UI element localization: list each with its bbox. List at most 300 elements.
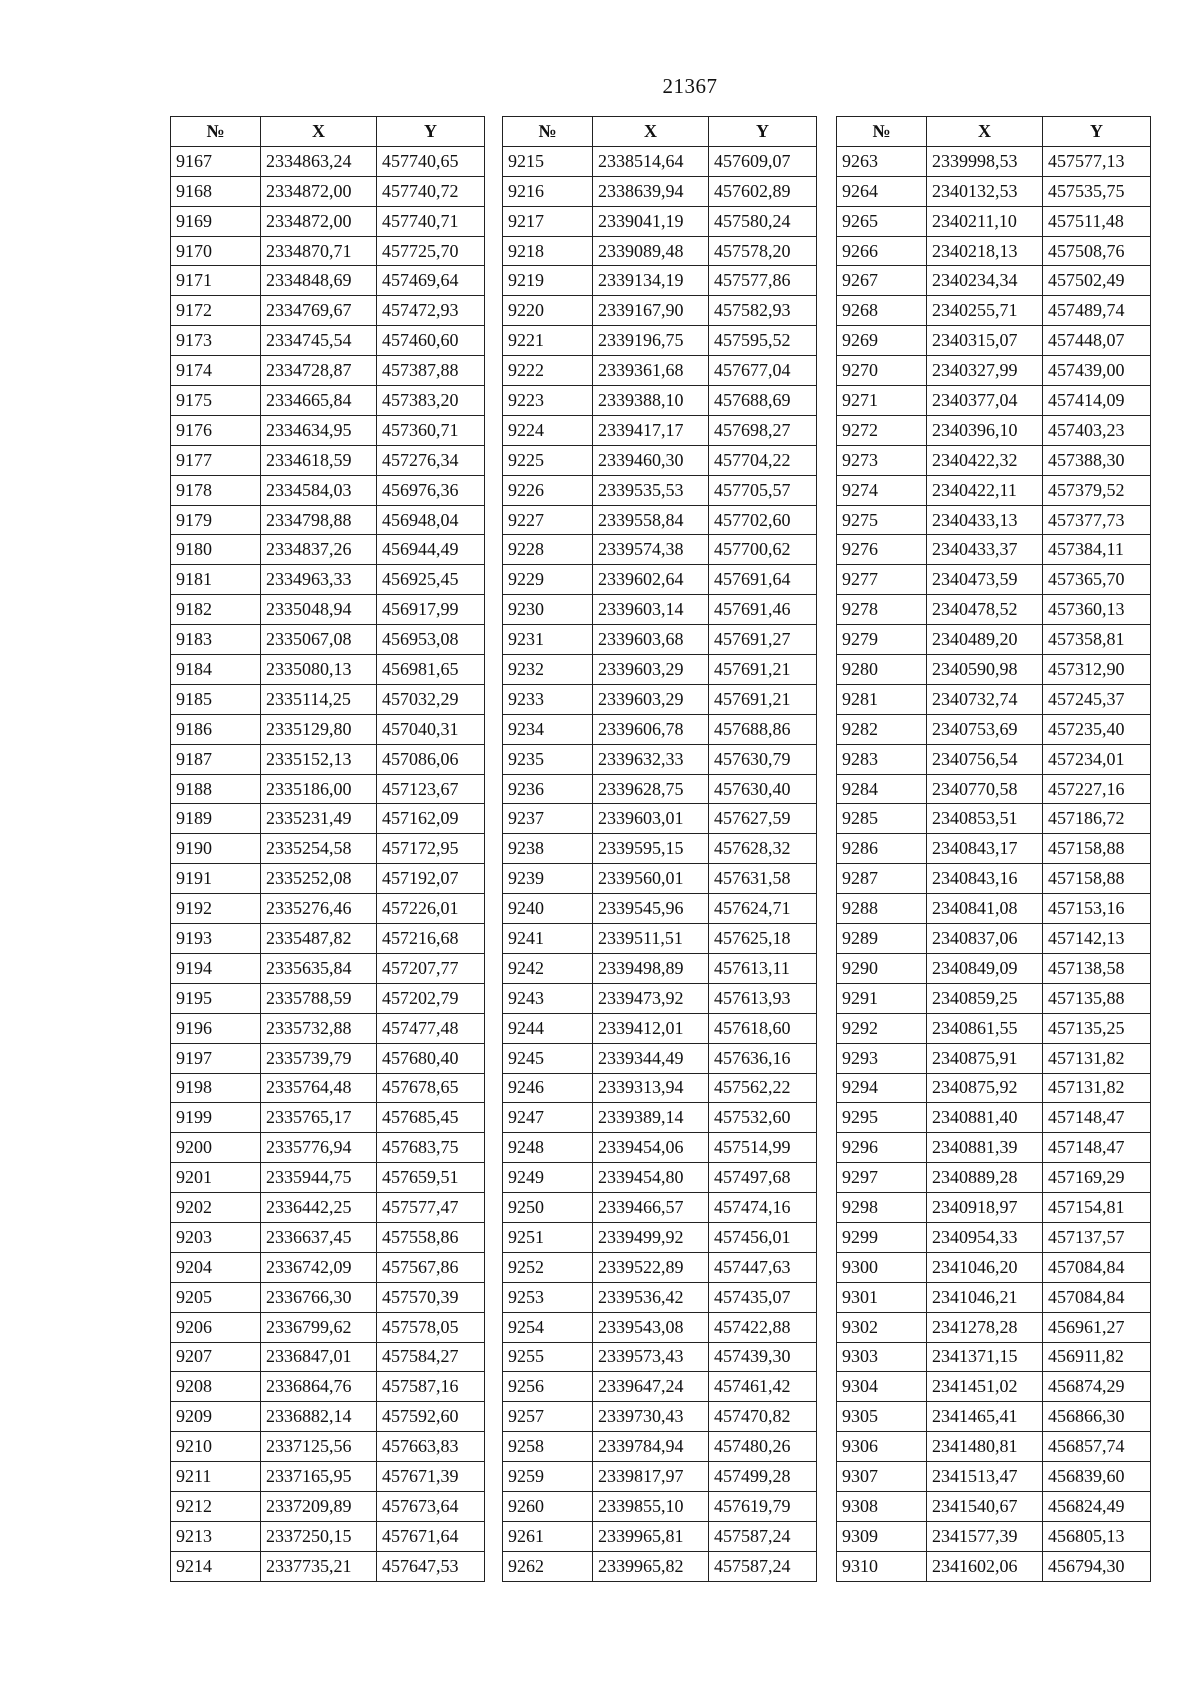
point-number-cell: 9186	[171, 714, 261, 744]
point-number-cell: 9266	[837, 236, 927, 266]
point-number-cell: 9188	[171, 774, 261, 804]
y-coordinate-cell: 457447,63	[709, 1252, 817, 1282]
y-coordinate-cell: 457659,51	[377, 1163, 485, 1193]
x-coordinate-cell: 2337125,56	[261, 1432, 377, 1462]
point-number-cell: 9175	[171, 386, 261, 416]
coordinates-table-2	[502, 116, 817, 1582]
table-row	[171, 505, 485, 535]
point-number-cell: 9168	[171, 176, 261, 206]
x-coordinate-cell: 2339543,08	[593, 1312, 709, 1342]
point-number-cell: 9242	[503, 953, 593, 983]
table-row	[171, 296, 485, 326]
y-coordinate-cell: 457532,60	[709, 1103, 817, 1133]
y-coordinate-cell: 457567,86	[377, 1252, 485, 1282]
point-number-cell: 9211	[171, 1462, 261, 1492]
point-number-cell: 9260	[503, 1491, 593, 1521]
point-number-cell: 9294	[837, 1073, 927, 1103]
x-coordinate-cell: 2339603,29	[593, 655, 709, 685]
table-row	[503, 386, 817, 416]
point-number-cell: 9258	[503, 1432, 593, 1462]
point-number-cell: 9224	[503, 415, 593, 445]
table-row	[503, 1163, 817, 1193]
y-coordinate-cell: 457148,47	[1043, 1133, 1151, 1163]
x-coordinate-cell: 2340396,10	[927, 415, 1043, 445]
point-number-cell: 9210	[171, 1432, 261, 1462]
header-x: X	[927, 117, 1043, 147]
table-row	[837, 415, 1151, 445]
table-row	[171, 146, 485, 176]
x-coordinate-cell: 2337209,89	[261, 1491, 377, 1521]
table-row	[837, 565, 1151, 595]
point-number-cell: 9207	[171, 1342, 261, 1372]
table-row	[171, 744, 485, 774]
x-coordinate-cell: 2334634,95	[261, 415, 377, 445]
point-number-cell: 9230	[503, 595, 593, 625]
x-coordinate-cell: 2339603,68	[593, 625, 709, 655]
table-row	[171, 386, 485, 416]
point-number-cell: 9178	[171, 475, 261, 505]
y-coordinate-cell: 457086,06	[377, 744, 485, 774]
point-number-cell: 9220	[503, 296, 593, 326]
table-row	[503, 1103, 817, 1133]
x-coordinate-cell: 2340770,58	[927, 774, 1043, 804]
x-coordinate-cell: 2339511,51	[593, 924, 709, 954]
table-row	[171, 714, 485, 744]
x-coordinate-cell: 2340327,99	[927, 356, 1043, 386]
x-coordinate-cell: 2339499,92	[593, 1222, 709, 1252]
y-coordinate-cell: 457671,39	[377, 1462, 485, 1492]
x-coordinate-cell: 2339313,94	[593, 1073, 709, 1103]
point-number-cell: 9172	[171, 296, 261, 326]
table-row	[503, 924, 817, 954]
coordinates-table-3	[836, 116, 1151, 1582]
x-coordinate-cell: 2339417,17	[593, 415, 709, 445]
point-number-cell: 9303	[837, 1342, 927, 1372]
x-coordinate-cell: 2338639,94	[593, 176, 709, 206]
table-row	[171, 834, 485, 864]
table-row	[171, 655, 485, 685]
x-coordinate-cell: 2336442,25	[261, 1193, 377, 1223]
x-coordinate-cell: 2340954,33	[927, 1222, 1043, 1252]
x-coordinate-cell: 2340489,20	[927, 625, 1043, 655]
table-row	[503, 1462, 817, 1492]
table-row	[171, 176, 485, 206]
x-coordinate-cell: 2340473,59	[927, 565, 1043, 595]
table-row	[503, 535, 817, 565]
table-row	[503, 266, 817, 296]
x-coordinate-cell: 2339965,81	[593, 1521, 709, 1551]
point-number-cell: 9248	[503, 1133, 593, 1163]
header-x: X	[261, 117, 377, 147]
point-number-cell: 9265	[837, 206, 927, 236]
y-coordinate-cell: 457558,86	[377, 1222, 485, 1252]
x-coordinate-cell: 2339089,48	[593, 236, 709, 266]
table-row	[503, 445, 817, 475]
point-number-cell: 9213	[171, 1521, 261, 1551]
x-coordinate-cell: 2335776,94	[261, 1133, 377, 1163]
point-number-cell: 9221	[503, 326, 593, 356]
table-row	[837, 1521, 1151, 1551]
point-number-cell: 9223	[503, 386, 593, 416]
y-coordinate-cell: 457578,05	[377, 1312, 485, 1342]
y-coordinate-cell: 457587,16	[377, 1372, 485, 1402]
x-coordinate-cell: 2340422,32	[927, 445, 1043, 475]
y-coordinate-cell: 457631,58	[709, 864, 817, 894]
y-coordinate-cell: 457740,65	[377, 146, 485, 176]
y-coordinate-cell: 457647,53	[377, 1551, 485, 1581]
y-coordinate-cell: 457677,04	[709, 356, 817, 386]
point-number-cell: 9285	[837, 804, 927, 834]
x-coordinate-cell: 2337250,15	[261, 1521, 377, 1551]
table-row	[503, 1312, 817, 1342]
y-coordinate-cell: 456917,99	[377, 595, 485, 625]
y-coordinate-cell: 457388,30	[1043, 445, 1151, 475]
table-row	[171, 595, 485, 625]
x-coordinate-cell: 2339389,14	[593, 1103, 709, 1133]
point-number-cell: 9254	[503, 1312, 593, 1342]
x-coordinate-cell: 2339595,15	[593, 834, 709, 864]
table-row	[171, 535, 485, 565]
x-coordinate-cell: 2335129,80	[261, 714, 377, 744]
x-coordinate-cell: 2335732,88	[261, 1013, 377, 1043]
table-row	[837, 1491, 1151, 1521]
x-coordinate-cell: 2336637,45	[261, 1222, 377, 1252]
y-coordinate-cell: 457135,25	[1043, 1013, 1151, 1043]
table-row	[837, 1043, 1151, 1073]
table-row	[503, 864, 817, 894]
point-number-cell: 9243	[503, 983, 593, 1013]
table-row	[171, 565, 485, 595]
y-coordinate-cell: 457685,45	[377, 1103, 485, 1133]
point-number-cell: 9185	[171, 684, 261, 714]
y-coordinate-cell: 457234,01	[1043, 744, 1151, 774]
x-coordinate-cell: 2341513,47	[927, 1462, 1043, 1492]
x-coordinate-cell: 2340918,97	[927, 1193, 1043, 1223]
point-number-cell: 9282	[837, 714, 927, 744]
table-row	[503, 714, 817, 744]
x-coordinate-cell: 2339606,78	[593, 714, 709, 744]
y-coordinate-cell: 457628,32	[709, 834, 817, 864]
point-number-cell: 9219	[503, 266, 593, 296]
y-coordinate-cell: 456805,13	[1043, 1521, 1151, 1551]
point-number-cell: 9245	[503, 1043, 593, 1073]
table-row	[837, 744, 1151, 774]
table-row	[837, 505, 1151, 535]
point-number-cell: 9192	[171, 894, 261, 924]
y-coordinate-cell: 457148,47	[1043, 1103, 1151, 1133]
y-coordinate-cell: 457678,65	[377, 1073, 485, 1103]
point-number-cell: 9310	[837, 1551, 927, 1581]
x-coordinate-cell: 2334584,03	[261, 475, 377, 505]
x-coordinate-cell: 2339647,24	[593, 1372, 709, 1402]
y-coordinate-cell: 457680,40	[377, 1043, 485, 1073]
point-number-cell: 9196	[171, 1013, 261, 1043]
table-row	[837, 356, 1151, 386]
point-number-cell: 9190	[171, 834, 261, 864]
point-number-cell: 9275	[837, 505, 927, 535]
point-number-cell: 9300	[837, 1252, 927, 1282]
x-coordinate-cell: 2341278,28	[927, 1312, 1043, 1342]
point-number-cell: 9277	[837, 565, 927, 595]
header-number: №	[171, 117, 261, 147]
table-row	[503, 744, 817, 774]
point-number-cell: 9195	[171, 983, 261, 1013]
table-row	[503, 1402, 817, 1432]
point-number-cell: 9246	[503, 1073, 593, 1103]
point-number-cell: 9184	[171, 655, 261, 685]
y-coordinate-cell: 457379,52	[1043, 475, 1151, 505]
table-row	[837, 1402, 1151, 1432]
y-coordinate-cell: 457472,93	[377, 296, 485, 326]
y-coordinate-cell: 457577,47	[377, 1193, 485, 1223]
y-coordinate-cell: 457683,75	[377, 1133, 485, 1163]
table-row	[503, 236, 817, 266]
coordinates-table-1	[170, 116, 485, 1582]
y-coordinate-cell: 457502,49	[1043, 266, 1151, 296]
x-coordinate-cell: 2339522,89	[593, 1252, 709, 1282]
y-coordinate-cell: 457704,22	[709, 445, 817, 475]
y-coordinate-cell: 456839,60	[1043, 1462, 1151, 1492]
x-coordinate-cell: 2339344,49	[593, 1043, 709, 1073]
point-number-cell: 9180	[171, 535, 261, 565]
point-number-cell: 9295	[837, 1103, 927, 1133]
table-row	[837, 1551, 1151, 1581]
x-coordinate-cell: 2335231,49	[261, 804, 377, 834]
x-coordinate-cell: 2335254,58	[261, 834, 377, 864]
table-row	[171, 1103, 485, 1133]
point-number-cell: 9229	[503, 565, 593, 595]
point-number-cell: 9283	[837, 744, 927, 774]
table-row	[171, 1521, 485, 1551]
table-row	[837, 535, 1151, 565]
point-number-cell: 9293	[837, 1043, 927, 1073]
y-coordinate-cell: 457691,64	[709, 565, 817, 595]
point-number-cell: 9171	[171, 266, 261, 296]
header-number: №	[837, 117, 927, 147]
x-coordinate-cell: 2339361,68	[593, 356, 709, 386]
y-coordinate-cell: 456961,27	[1043, 1312, 1151, 1342]
table-row	[503, 894, 817, 924]
x-coordinate-cell: 2340218,13	[927, 236, 1043, 266]
table-row	[171, 1312, 485, 1342]
y-coordinate-cell: 457135,88	[1043, 983, 1151, 1013]
point-number-cell: 9257	[503, 1402, 593, 1432]
y-coordinate-cell: 457403,23	[1043, 415, 1151, 445]
x-coordinate-cell: 2337165,95	[261, 1462, 377, 1492]
y-coordinate-cell: 457691,21	[709, 655, 817, 685]
table-row	[837, 1372, 1151, 1402]
point-number-cell: 9169	[171, 206, 261, 236]
table-row	[503, 415, 817, 445]
y-coordinate-cell: 456944,49	[377, 535, 485, 565]
y-coordinate-cell: 457207,77	[377, 953, 485, 983]
y-coordinate-cell: 457312,90	[1043, 655, 1151, 685]
x-coordinate-cell: 2339460,30	[593, 445, 709, 475]
table-row	[503, 565, 817, 595]
table-row	[503, 1043, 817, 1073]
x-coordinate-cell: 2339560,01	[593, 864, 709, 894]
table-row	[503, 953, 817, 983]
point-number-cell: 9215	[503, 146, 593, 176]
table-row	[837, 1013, 1151, 1043]
table-row	[171, 804, 485, 834]
table-row	[503, 1372, 817, 1402]
x-coordinate-cell: 2335252,08	[261, 864, 377, 894]
table-row	[837, 1193, 1151, 1223]
y-coordinate-cell: 457474,16	[709, 1193, 817, 1223]
x-coordinate-cell: 2338514,64	[593, 146, 709, 176]
point-number-cell: 9249	[503, 1163, 593, 1193]
y-coordinate-cell: 457511,48	[1043, 206, 1151, 236]
point-number-cell: 9286	[837, 834, 927, 864]
y-coordinate-cell: 457671,64	[377, 1521, 485, 1551]
x-coordinate-cell: 2339855,10	[593, 1491, 709, 1521]
point-number-cell: 9273	[837, 445, 927, 475]
x-coordinate-cell: 2334872,00	[261, 206, 377, 236]
y-coordinate-cell: 457360,71	[377, 415, 485, 445]
table-row	[171, 1163, 485, 1193]
table-row	[837, 983, 1151, 1013]
point-number-cell: 9298	[837, 1193, 927, 1223]
table-row	[503, 505, 817, 535]
x-coordinate-cell: 2340732,74	[927, 684, 1043, 714]
y-coordinate-cell: 457245,37	[1043, 684, 1151, 714]
point-number-cell: 9297	[837, 1163, 927, 1193]
table-row	[837, 625, 1151, 655]
x-coordinate-cell: 2339196,75	[593, 326, 709, 356]
y-coordinate-cell: 457587,24	[709, 1521, 817, 1551]
x-coordinate-cell: 2340861,55	[927, 1013, 1043, 1043]
point-number-cell: 9271	[837, 386, 927, 416]
point-number-cell: 9200	[171, 1133, 261, 1163]
y-coordinate-cell: 457131,82	[1043, 1043, 1151, 1073]
point-number-cell: 9237	[503, 804, 593, 834]
table-row	[837, 146, 1151, 176]
x-coordinate-cell: 2339784,94	[593, 1432, 709, 1462]
y-coordinate-cell: 457578,20	[709, 236, 817, 266]
point-number-cell: 9284	[837, 774, 927, 804]
x-coordinate-cell: 2335487,82	[261, 924, 377, 954]
y-coordinate-cell: 457636,16	[709, 1043, 817, 1073]
point-number-cell: 9236	[503, 774, 593, 804]
x-coordinate-cell: 2339473,92	[593, 983, 709, 1013]
y-coordinate-cell: 457570,39	[377, 1282, 485, 1312]
table-row	[837, 655, 1151, 685]
table-row	[171, 1193, 485, 1223]
x-coordinate-cell: 2339167,90	[593, 296, 709, 326]
table-row	[171, 415, 485, 445]
y-coordinate-cell: 457383,20	[377, 386, 485, 416]
y-coordinate-cell: 457691,46	[709, 595, 817, 625]
table-header-row	[171, 117, 485, 147]
point-number-cell: 9307	[837, 1462, 927, 1492]
y-coordinate-cell: 457460,60	[377, 326, 485, 356]
point-number-cell: 9197	[171, 1043, 261, 1073]
point-number-cell: 9281	[837, 684, 927, 714]
point-number-cell: 9247	[503, 1103, 593, 1133]
x-coordinate-cell: 2334837,26	[261, 535, 377, 565]
y-coordinate-cell: 457422,88	[709, 1312, 817, 1342]
table-row	[837, 236, 1151, 266]
point-number-cell: 9240	[503, 894, 593, 924]
table-row	[171, 326, 485, 356]
x-coordinate-cell: 2335048,94	[261, 595, 377, 625]
table-row	[503, 1133, 817, 1163]
x-coordinate-cell: 2339965,82	[593, 1551, 709, 1581]
x-coordinate-cell: 2334798,88	[261, 505, 377, 535]
point-number-cell: 9267	[837, 266, 927, 296]
x-coordinate-cell: 2339466,57	[593, 1193, 709, 1223]
point-number-cell: 9193	[171, 924, 261, 954]
point-number-cell: 9289	[837, 924, 927, 954]
point-number-cell: 9227	[503, 505, 593, 535]
x-coordinate-cell: 2339730,43	[593, 1402, 709, 1432]
y-coordinate-cell: 457582,93	[709, 296, 817, 326]
y-coordinate-cell: 457587,24	[709, 1551, 817, 1581]
point-number-cell: 9299	[837, 1222, 927, 1252]
x-coordinate-cell: 2336766,30	[261, 1282, 377, 1312]
y-coordinate-cell: 456874,29	[1043, 1372, 1151, 1402]
y-coordinate-cell: 457489,74	[1043, 296, 1151, 326]
x-coordinate-cell: 2340859,25	[927, 983, 1043, 1013]
table-row	[503, 296, 817, 326]
table-row	[503, 1193, 817, 1223]
point-number-cell: 9206	[171, 1312, 261, 1342]
y-coordinate-cell: 457613,11	[709, 953, 817, 983]
x-coordinate-cell: 2340377,04	[927, 386, 1043, 416]
x-coordinate-cell: 2336847,01	[261, 1342, 377, 1372]
x-coordinate-cell: 2340315,07	[927, 326, 1043, 356]
point-number-cell: 9198	[171, 1073, 261, 1103]
y-coordinate-cell: 457032,29	[377, 684, 485, 714]
table-row	[171, 266, 485, 296]
y-coordinate-cell: 457477,48	[377, 1013, 485, 1043]
y-coordinate-cell: 457740,72	[377, 176, 485, 206]
point-number-cell: 9225	[503, 445, 593, 475]
table-row	[837, 595, 1151, 625]
table-row	[171, 445, 485, 475]
point-number-cell: 9235	[503, 744, 593, 774]
x-coordinate-cell: 2341046,21	[927, 1282, 1043, 1312]
y-coordinate-cell: 457358,81	[1043, 625, 1151, 655]
point-number-cell: 9309	[837, 1521, 927, 1551]
y-coordinate-cell: 457562,22	[709, 1073, 817, 1103]
x-coordinate-cell: 2335067,08	[261, 625, 377, 655]
table-row	[503, 1013, 817, 1043]
header-x: X	[593, 117, 709, 147]
table-row	[837, 1342, 1151, 1372]
table-row	[171, 1551, 485, 1581]
y-coordinate-cell: 456857,74	[1043, 1432, 1151, 1462]
table-row	[837, 445, 1151, 475]
point-number-cell: 9270	[837, 356, 927, 386]
table-row	[503, 684, 817, 714]
point-number-cell: 9226	[503, 475, 593, 505]
y-coordinate-cell: 457162,09	[377, 804, 485, 834]
y-coordinate-cell: 457377,73	[1043, 505, 1151, 535]
table-row	[837, 894, 1151, 924]
table-row	[171, 1073, 485, 1103]
point-number-cell: 9268	[837, 296, 927, 326]
x-coordinate-cell: 2339536,42	[593, 1282, 709, 1312]
table-row	[171, 236, 485, 266]
point-number-cell: 9279	[837, 625, 927, 655]
y-coordinate-cell: 456794,30	[1043, 1551, 1151, 1581]
table-row	[837, 924, 1151, 954]
table-row	[503, 1432, 817, 1462]
point-number-cell: 9256	[503, 1372, 593, 1402]
y-coordinate-cell: 457226,01	[377, 894, 485, 924]
